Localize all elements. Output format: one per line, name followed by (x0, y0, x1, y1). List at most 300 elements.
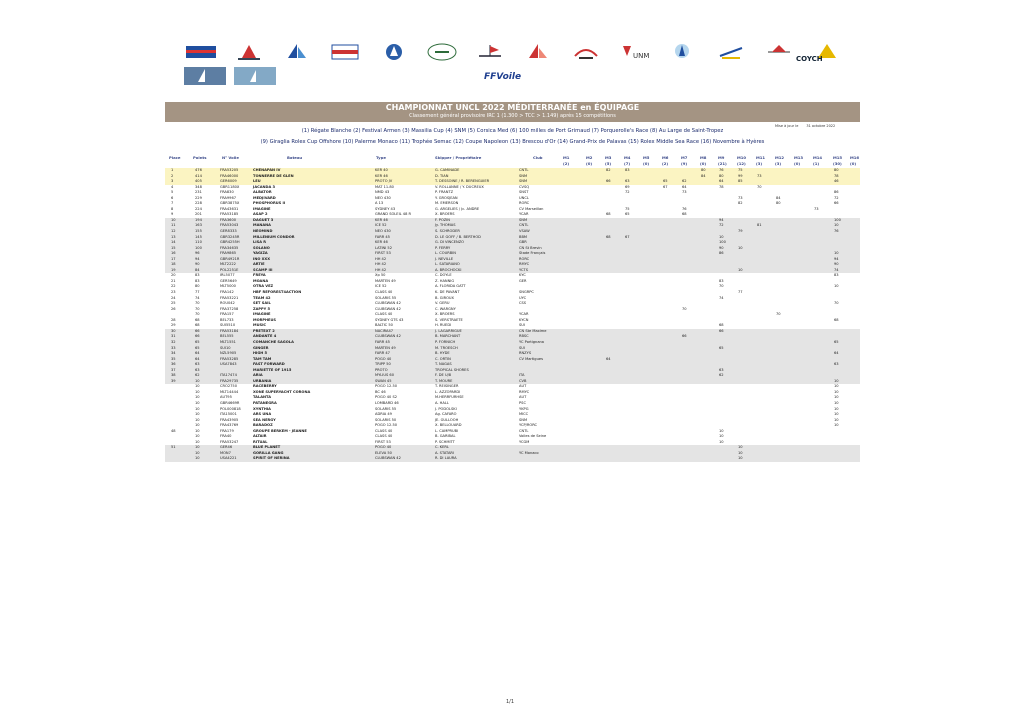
cell-points: 90 (195, 262, 200, 267)
cell-bateau: NEOMIND (253, 229, 273, 234)
cell-bateau: MARIETTE OF 1915 (253, 367, 292, 372)
header-coef-6: (2) (662, 161, 669, 166)
cell-type: NMD 43 (375, 190, 390, 195)
cell-points: 163 (195, 223, 202, 228)
cell-bateau: XONE SUPERYACHT CORONA (253, 389, 311, 394)
cell-type: CLUBSWAN 42 (375, 306, 401, 311)
cell-voile: USA7843 (220, 362, 237, 367)
cell-skipper: M. EMERSON (435, 201, 459, 206)
cell-points: 10 (195, 450, 200, 455)
cell-points: 476 (195, 168, 202, 172)
cell-club: YCAR (519, 212, 529, 217)
cell-club: UNCL (519, 195, 529, 200)
cell-score-m10: 99 (738, 173, 743, 178)
cell-score-m15: 10 (834, 417, 839, 422)
cell-club: CVSQ (519, 184, 530, 189)
cell-bateau: YAGIZA (253, 251, 268, 256)
cell-club: CVB (519, 378, 527, 383)
cell-place: 4 (171, 184, 174, 189)
cell-skipper: T. NAGAS (435, 362, 452, 367)
cell-voile: GBR1180X (220, 184, 240, 189)
cell-place: 38 (171, 373, 176, 378)
cell-voile: USA4221 (220, 456, 237, 461)
cell-score-m9: 100 (719, 240, 726, 245)
cell-skipper: K. DE PAVANT (435, 290, 460, 295)
cell-place: 11 (171, 223, 176, 228)
cell-club: AUT (519, 395, 527, 400)
cell-voile: FRA3600 (220, 217, 237, 222)
header-coef-1: (2) (563, 161, 570, 166)
cell-score-m15: 10 (834, 406, 839, 411)
cell-points: 10 (195, 423, 200, 428)
cell-place: 39 (171, 378, 176, 383)
cell-points: 66 (195, 328, 200, 333)
cell-bateau: INO XXX (253, 256, 270, 261)
cell-place: 23 (171, 290, 176, 295)
cell-points: 96 (195, 251, 200, 256)
cell-voile: IRL5077 (220, 273, 235, 278)
boat-photo-2 (234, 67, 276, 85)
cell-voile: CRO2750 (220, 384, 237, 389)
cell-type: SOLARIS 55 (375, 406, 397, 411)
cell-bateau: ALBATOR (253, 190, 272, 195)
cell-bateau: GINGER (253, 345, 269, 350)
cell-bateau: MOANA (253, 278, 269, 283)
cell-score-m3: 82 (606, 168, 611, 172)
header-m8: M8 (700, 155, 707, 160)
cell-skipper: B. GIROUX (435, 295, 455, 300)
cell-points: 10 (195, 434, 200, 439)
cell-bateau: RITUAL (253, 439, 268, 444)
header-m1: M1 (563, 155, 570, 160)
cell-type: CLUBSWAN 42 (375, 301, 401, 306)
club-logo-7 (473, 40, 507, 64)
cell-score-m9: 64 (719, 179, 724, 184)
cell-points: 10 (195, 384, 200, 389)
cell-points: 145 (195, 234, 202, 239)
cell-bateau: MORPHEUS (253, 317, 277, 322)
cell-place: 37 (171, 367, 176, 372)
cell-skipper: D. LE GOFF / B. BERTHOD (435, 234, 481, 239)
cell-score-m15: 78 (834, 173, 839, 178)
cell-points: 94 (195, 256, 200, 261)
cell-type: CLASS 40 (375, 434, 393, 439)
cell-score-m9: 66 (719, 328, 724, 333)
cell-club: YCGM (519, 439, 530, 444)
cell-bateau: DAGUET 3 (253, 217, 274, 222)
cell-score-m9: 70 (719, 284, 724, 289)
cell-voile: FRA830 (220, 190, 234, 195)
cell-club: CNTL (519, 428, 529, 433)
header-coef-12: (3) (775, 161, 782, 166)
cell-score-m7: 73 (682, 190, 687, 195)
cell-voile: FRA53221 (220, 295, 239, 300)
cell-bateau: MEDJIVARD (253, 195, 276, 200)
cell-voile: FRA53247 (220, 439, 239, 444)
header-m5: M5 (643, 155, 650, 160)
club-logo-6 (425, 40, 459, 64)
cell-club: RORC (519, 256, 530, 261)
cell-voile: FRA142 (220, 290, 234, 295)
header-coef-2: (0) (586, 161, 593, 166)
cell-place: 6 (171, 195, 174, 200)
cell-score-m9: 10 (719, 428, 724, 433)
cell-score-m7: 66 (682, 334, 687, 339)
cell-club: YCAR (519, 312, 529, 317)
cell-voile: GER8333 (220, 229, 237, 234)
cell-type: Xp 50 (375, 273, 386, 278)
cell-score-m15: 68 (834, 317, 839, 322)
cell-score-m11: 70 (757, 184, 762, 189)
cell-score-m15: 90 (834, 262, 839, 267)
cell-voile: GER6009 (220, 179, 237, 184)
cell-skipper: X. BROERS (435, 312, 455, 317)
cell-skipper: L. COURBIN (435, 251, 456, 256)
cell-type: CLUBSWAN 42 (375, 334, 401, 339)
cell-score-m9: 76 (719, 168, 724, 172)
header-bateau: Bateau (287, 155, 303, 160)
cell-bateau: SEA NERGY (253, 417, 276, 422)
cell-club: Stade Français (519, 251, 546, 256)
cell-score-m10: 77 (738, 290, 743, 295)
club-logo-8 (521, 40, 555, 64)
cell-type: HH 42 (375, 256, 387, 261)
cell-skipper: B. HYDE (435, 351, 450, 356)
cell-score-m7: 62 (682, 179, 687, 184)
cell-score-m7: 76 (682, 206, 687, 211)
cell-type: MYLIUS 60 (375, 373, 394, 378)
club-logo-3 (280, 40, 314, 64)
cell-skipper: T. REISINGER (435, 384, 459, 389)
cell-club: SNGRPC (519, 290, 534, 295)
cell-type: CLASS 40 (375, 428, 393, 433)
cell-bateau: TALANTA (253, 395, 271, 400)
header-m7: M7 (681, 155, 688, 160)
cell-score-m9: 80 (719, 173, 724, 178)
cell-points: 194 (195, 217, 202, 222)
cell-skipper: B. GARIBAL (435, 434, 456, 439)
cell-voile: FRA53205 (220, 168, 239, 172)
cell-bateau: OTRA VEZ (253, 284, 274, 289)
cell-voile: POL2251E (220, 267, 239, 272)
cell-type: MARTEN 49 (375, 278, 396, 283)
cell-club: UYC (519, 295, 527, 300)
cell-type: POGO 40 (375, 445, 392, 450)
cell-bateau: CHENAPAN IV (253, 168, 281, 172)
cell-voile: ROU042 (220, 301, 235, 306)
cell-type: TRIPP 50 (375, 362, 391, 367)
cell-points: 10 (195, 456, 200, 461)
cell-type: NEO 430 (375, 195, 391, 200)
cell-type: LOMBARD 46 (375, 400, 399, 405)
header-coef-11: (3) (756, 161, 763, 166)
cell-skipper: F. POZIN (435, 217, 450, 222)
cell-type: FARR 45 (375, 339, 390, 344)
cell-skipper: T. MOURE (435, 378, 453, 383)
cell-place: 21 (171, 278, 176, 283)
cell-score-m4: 65 (625, 212, 630, 217)
page-number: 1/1 (506, 699, 515, 705)
cell-score-m10: 75 (738, 168, 743, 172)
cell-club: SUI (519, 345, 525, 350)
cell-points: 10 (195, 389, 200, 394)
cell-points: 74 (195, 295, 200, 300)
cell-voile: GBR4921R (220, 256, 240, 261)
cell-score-m9: 65 (719, 345, 724, 350)
header-m14: M14 (813, 155, 823, 160)
cell-club: YCTS (519, 267, 528, 272)
cell-club: YCP/RORC (519, 423, 538, 428)
cell-type: CLUBSWAN 42 (375, 456, 401, 461)
cell-score-m15: 10 (834, 423, 839, 428)
cell-voile: MLT14444 (220, 389, 239, 394)
cell-skipper: T. DESSOINE / R. BERENGUIER (435, 179, 490, 184)
cell-skipper: C. WARGNY (435, 306, 456, 311)
cell-type: LATINI 52 (375, 245, 392, 250)
cell-club: RMYC (519, 262, 530, 267)
cell-score-m15: 10 (834, 284, 839, 289)
cell-club: YC Portignana (519, 339, 545, 344)
cell-score-m10: 85 (738, 179, 743, 184)
cell-place: 8 (171, 206, 174, 211)
cell-club: CSS (519, 301, 527, 306)
cell-points: 10 (195, 412, 200, 417)
svg-text:UNM: UNM (633, 52, 650, 60)
cell-club: ITA (519, 373, 525, 378)
cell-skipper: M.HERRFURHSE (435, 395, 464, 400)
cell-voile: FRA40 (220, 434, 232, 439)
cell-score-m10: 82 (738, 201, 743, 206)
cell-points: 155 (195, 229, 202, 234)
cell-voile: FRA53043 (220, 223, 239, 228)
cell-place: 26 (171, 306, 176, 311)
document-title: CHAMPIONNAT UNCL 2022 MÉDITERRANÉE en ÉQUIPAGE (385, 103, 640, 112)
cell-type: POGO 12.50 (375, 423, 398, 428)
header-m9: M9 (718, 155, 725, 160)
cell-score-m15: 65 (834, 339, 839, 344)
club-logo-11 (665, 40, 699, 64)
cell-type: SYDNEY GTS 43 (375, 317, 404, 322)
cell-score-m8: 84 (701, 173, 706, 178)
cell-voile: GBR4669R (220, 400, 240, 405)
cell-score-m15: 10 (834, 378, 839, 383)
cell-type: CLASS 40 (375, 312, 393, 317)
club-logo-4 (328, 40, 362, 64)
cell-skipper: R. DI LAURA (435, 456, 457, 461)
cell-score-m7: 64 (682, 184, 687, 189)
cell-score-m10: 73 (738, 195, 743, 200)
cell-skipper: J. PODOLSKI (435, 406, 457, 411)
cell-bateau: GROUPE BERKEM - JEANNE (253, 428, 307, 433)
cell-type: KER 46 (375, 173, 388, 178)
cell-bateau: ARTIE (253, 262, 265, 267)
cell-score-m15: 10 (834, 223, 839, 228)
cell-score-m15: 72 (834, 195, 839, 200)
cell-voile: AUT95 (220, 395, 232, 400)
cell-skipper: B. MARCHANT (435, 334, 461, 339)
regatta-legend-line-1: (1) Régate Blanche (2) Festival Armen (3) Massilia Cup (4) SNM (5) Corsica Med (6) 100 milles de Port Grimaud (7) Porquerolle's Race (8) Au Large de Saint-Tropez (301, 128, 724, 134)
cell-skipper: G. CAMINADE (435, 168, 460, 172)
cell-club: SNM (519, 173, 528, 178)
cell-points: 63 (195, 367, 200, 372)
cell-bateau: MILLENIUM CONDOR (253, 234, 295, 239)
cell-type: ELEVA 50 (375, 450, 392, 455)
cell-score-m10: 10 (738, 450, 743, 455)
standings-table-body (165, 168, 860, 462)
cell-voile: FRA46000 (220, 173, 239, 178)
club-logo-13 (762, 40, 796, 64)
cell-points: 10 (195, 395, 200, 400)
cell-skipper: P. FORNICH (435, 339, 456, 344)
cell-score-m15: 76 (834, 229, 839, 234)
cell-place: 33 (171, 345, 176, 350)
cell-voile: FRA43769 (220, 423, 239, 428)
header-m16: M16 (850, 155, 860, 160)
cell-score-m8: 80 (701, 168, 706, 172)
cell-skipper: A. STATARI (435, 450, 454, 455)
cell-type: A 13 (375, 201, 384, 206)
cell-club: GER (519, 278, 527, 283)
club-logo-1 (184, 40, 218, 64)
cell-type: ADRIA 49 (375, 412, 392, 417)
cell-skipper: G. DI VINCENZO (435, 240, 465, 245)
club-logo-10 (617, 40, 651, 64)
cell-type: POGO 12.50 (375, 384, 398, 389)
cell-bateau: BLUE PLANET (253, 445, 281, 450)
cell-points: 231 (195, 190, 202, 195)
cell-type: FIRST 53 (375, 439, 391, 444)
cell-bateau: ARS UNA (253, 412, 272, 417)
cell-type: MARTEN 49 (375, 345, 396, 350)
cell-points: 80 (195, 284, 200, 289)
cell-place: 18 (171, 262, 176, 267)
cell-bateau: MANANA (253, 223, 271, 228)
header-m10: M10 (737, 155, 747, 160)
cell-skipper: Ag. CAFARO (435, 412, 457, 417)
cell-place: 20 (171, 273, 176, 278)
cell-score-m14: 73 (814, 206, 819, 211)
header-coef-5: (0) (643, 161, 650, 166)
cell-skipper: X. BROERS (435, 212, 455, 217)
cell-score-m10: 10 (738, 445, 743, 450)
cell-type: ICE 52 (375, 284, 387, 289)
cell-skipper: JE. GULLOOH (435, 417, 459, 422)
cell-score-m9: 90 (719, 245, 724, 250)
cell-points: 10 (195, 378, 200, 383)
cell-bateau: SCAMP III (253, 267, 273, 272)
cell-score-m4: 67 (625, 234, 630, 239)
cell-score-m3: 66 (606, 179, 611, 184)
cell-score-m15: 46 (834, 179, 839, 184)
cell-club: RMYC (519, 389, 530, 394)
cell-club: RBSC (519, 334, 529, 339)
regatta-legend-line-2: (9) Giraglia Rolex Cup Offshore (10) Palerme Monaco (11) Trophée Semac (12) Coupe Napoleon (13) Brescou d'Or (14) Grand-Prix de Palavas (15) Rolex Middle Sea Race (16) Novembre à Hyères (260, 139, 765, 145)
cell-type: HH 42 (375, 267, 387, 272)
cell-club: CN Ste Maxime (519, 328, 547, 333)
cell-type: ICE 52 (375, 223, 387, 228)
cell-points: 110 (195, 240, 202, 245)
cell-type: NEO 430 (375, 229, 391, 234)
cell-score-m3: 68 (606, 234, 611, 239)
header-coef-9: (21) (718, 161, 727, 166)
cell-voile: ITA15001 (220, 412, 237, 417)
cell-skipper: L. SATARIANO (435, 262, 460, 267)
cell-club: RORC (519, 201, 530, 206)
header-m12: M12 (775, 155, 785, 160)
cell-points: 65 (195, 339, 200, 344)
cell-score-m3: 64 (606, 356, 611, 361)
header-m4: M4 (624, 155, 631, 160)
table-row (165, 456, 860, 462)
cell-points: 70 (195, 306, 200, 311)
cell-bateau: SOLANO (253, 245, 270, 250)
cell-points: 100 (195, 245, 202, 250)
cell-type: NACIRA47 (375, 328, 394, 333)
cell-skipper: A. BROCHOCKI (435, 267, 462, 272)
header-coef-8: (0) (700, 161, 707, 166)
cell-points: 10 (195, 406, 200, 411)
cell-bateau: ZAPPY 5 (253, 306, 271, 311)
cell-voile: ITA17474 (220, 373, 237, 378)
cell-type: PROTO JV (375, 179, 393, 184)
cell-skipper: S. SCHRODER (435, 229, 460, 234)
header-type: Type (376, 155, 386, 160)
cell-club: PSC (519, 400, 526, 405)
cell-club: KYC (519, 273, 526, 278)
cell-voile: NZL5905 (220, 351, 237, 356)
cell-score-m15: 63 (834, 362, 839, 367)
cell-score-m15: 100 (834, 217, 841, 222)
cell-bateau: PATANEGRA (253, 400, 277, 405)
cell-voile: FRA157 (220, 312, 234, 317)
cell-club: SUI (519, 323, 525, 328)
cell-voile: GER5649 (220, 278, 237, 283)
cell-skipper: Z. HANNIG (435, 278, 455, 283)
cell-score-m15: 66 (834, 201, 839, 206)
cell-score-m15: 64 (834, 351, 839, 356)
cell-bateau: IMAGINE (253, 312, 271, 317)
cell-points: 83 (195, 273, 200, 278)
cell-score-m9: 10 (719, 439, 724, 444)
cell-skipper: C. DOYLE (435, 273, 452, 278)
cell-club: Voiles de Seine (519, 434, 547, 439)
cell-points: 83 (195, 278, 200, 283)
cell-voile: MON7 (220, 450, 231, 455)
header-coef-4: (7) (624, 161, 631, 166)
cell-club: CNTL (519, 223, 529, 228)
document-subtitle: Classement général provisoire IRC 1 (1.300 > TCC > 1.149) après 15 compétitions (409, 113, 616, 119)
cell-score-m10: 10 (738, 267, 743, 272)
cell-score-m15: 74 (834, 267, 839, 272)
cell-bateau: COMANCHE SAGOLA (253, 339, 294, 344)
cell-club: YKPG (519, 406, 529, 411)
cell-score-m4: 75 (625, 206, 630, 211)
cell-place: 10 (171, 217, 176, 222)
cell-points: 10 (195, 400, 200, 405)
header-coef-15: (30) (833, 161, 842, 166)
cell-type: SOLARIS 50 (375, 417, 397, 422)
cell-skipper: J. LAGARRIGUE (435, 328, 462, 333)
cell-skipper: P. FERRY (435, 245, 451, 250)
header-coef-3: (5) (605, 161, 612, 166)
cell-skipper: D. TIAN (435, 173, 449, 178)
cell-bateau: FAST FORWARD (253, 362, 285, 367)
cell-points: 224 (195, 206, 202, 211)
header-m13: M13 (794, 155, 804, 160)
cell-club: SNM (519, 217, 528, 222)
cell-bateau: URBANIA (253, 378, 272, 383)
cell-points: 63 (195, 362, 200, 367)
